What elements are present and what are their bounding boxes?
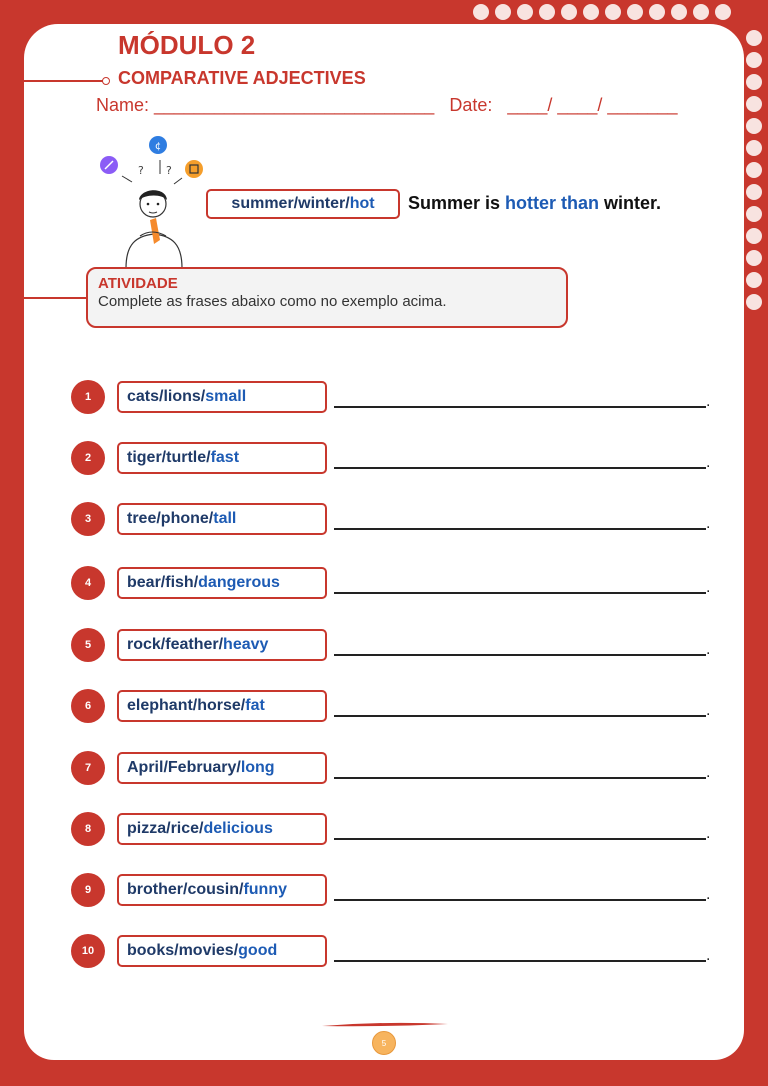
exercise-number: 10 xyxy=(71,934,105,968)
exercise-cue-nouns: tree/phone/ xyxy=(127,510,214,527)
answer-line[interactable] xyxy=(334,592,706,594)
exercise-cue-nouns: pizza/rice/ xyxy=(127,820,204,837)
exercise-cue-box xyxy=(117,629,327,661)
answer-line[interactable] xyxy=(334,654,706,656)
sentence-period: . xyxy=(706,579,711,596)
answer-line[interactable] xyxy=(334,960,706,962)
exercise-number: 5 xyxy=(71,628,105,662)
frame-icon xyxy=(185,160,203,178)
sentence-period: . xyxy=(706,947,711,964)
exercise-cue-nouns: tiger/turtle/ xyxy=(127,449,211,466)
answer-line[interactable] xyxy=(334,899,706,901)
decorative-dots-top xyxy=(473,4,731,20)
exercise-cue-box xyxy=(117,874,327,906)
svg-text:?: ? xyxy=(166,164,172,177)
exercise-cue-adjective: tall xyxy=(213,510,237,527)
example-sentence-start: Summer is xyxy=(408,193,506,213)
activity-connector-line xyxy=(24,297,88,299)
exercise-cue-adjective: funny xyxy=(243,881,287,898)
sentence-period: . xyxy=(706,641,711,658)
exercise-cue-adjective: heavy xyxy=(223,636,269,653)
exercise-cue-box xyxy=(117,813,327,845)
example-sentence xyxy=(408,193,661,214)
thinking-person-illustration xyxy=(96,132,208,268)
exercise-cue-adjective: delicious xyxy=(203,820,273,837)
exercise-row xyxy=(0,935,768,969)
exercise-cue-box xyxy=(117,935,327,967)
exercise-number: 8 xyxy=(71,812,105,846)
sentence-period: . xyxy=(706,764,711,781)
answer-line[interactable] xyxy=(334,777,706,779)
sentence-period: . xyxy=(706,393,711,410)
sentence-period: . xyxy=(706,454,711,471)
coin-icon xyxy=(149,136,167,154)
name-date-line: Name: ____________________________ Date: ____/ ____/ _______ xyxy=(96,95,678,115)
exercise-row xyxy=(0,503,768,537)
title-divider-ring xyxy=(102,77,110,85)
title-divider-line xyxy=(24,80,106,82)
activity-title: ATIVIDADE xyxy=(98,275,178,292)
exercise-row xyxy=(0,690,768,724)
decorative-dots-right xyxy=(746,30,762,310)
exercise-cue-box xyxy=(117,381,327,413)
exercise-cue-nouns: brother/cousin/ xyxy=(127,881,244,898)
exercise-row xyxy=(0,442,768,476)
exercise-cue-adjective: good xyxy=(238,942,278,959)
answer-line[interactable] xyxy=(334,838,706,840)
exercise-cue-nouns: elephant/horse/ xyxy=(127,697,246,714)
example-sentence-comparative: hotter than xyxy=(505,193,600,213)
module-title: MÓDULO 2 xyxy=(118,30,256,60)
footer-brush-stroke xyxy=(322,1022,448,1028)
activity-instruction: Complete as frases abaixo como no exemplo acima. xyxy=(98,293,447,310)
example-cue-box xyxy=(206,189,400,219)
exercise-cue-nouns: bear/fish/ xyxy=(127,574,199,591)
exercise-number: 1 xyxy=(71,380,105,414)
exercise-cue-box xyxy=(117,752,327,784)
activity-box xyxy=(86,267,568,328)
example-cue-nouns: summer/winter/ xyxy=(231,195,350,212)
exercise-cue-nouns: April/February/ xyxy=(127,759,241,776)
exercise-number: 3 xyxy=(71,502,105,536)
sentence-period: . xyxy=(706,886,711,903)
exercise-cue-box xyxy=(117,503,327,535)
example-sentence-end: winter. xyxy=(599,193,662,213)
exercise-number: 4 xyxy=(71,566,105,600)
example-cue-adjective: hot xyxy=(349,195,375,212)
exercise-cue-adjective: fast xyxy=(210,449,240,466)
exercise-cue-nouns: books/movies/ xyxy=(127,942,239,959)
exercise-row xyxy=(0,752,768,786)
sentence-period: . xyxy=(706,702,711,719)
exercise-cue-adjective: small xyxy=(205,388,247,405)
exercise-row xyxy=(0,567,768,601)
exercise-cue-box xyxy=(117,690,327,722)
sentence-period: . xyxy=(706,515,711,532)
page-number-badge: 5 xyxy=(372,1031,396,1055)
exercise-cue-adjective: fat xyxy=(245,697,265,714)
exercise-number: 7 xyxy=(71,751,105,785)
exercise-row xyxy=(0,874,768,908)
answer-line[interactable] xyxy=(334,467,706,469)
exercise-cue-nouns: rock/feather/ xyxy=(127,636,224,653)
exercise-number: 6 xyxy=(71,689,105,723)
exercise-cue-adjective: dangerous xyxy=(198,574,280,591)
exercise-number: 2 xyxy=(71,441,105,475)
exercise-row xyxy=(0,381,768,415)
svg-text:¢: ¢ xyxy=(154,141,162,152)
exercise-cue-box xyxy=(117,567,327,599)
exercise-row xyxy=(0,813,768,847)
exercise-cue-nouns: cats/lions/ xyxy=(127,388,206,405)
exercise-cue-adjective: long xyxy=(240,759,275,776)
svg-text:?: ? xyxy=(138,164,144,177)
brush-icon xyxy=(100,156,118,174)
answer-line[interactable] xyxy=(334,406,706,408)
exercise-row xyxy=(0,629,768,663)
topic-subtitle: COMPARATIVE ADJECTIVES xyxy=(118,68,366,88)
answer-line[interactable] xyxy=(334,715,706,717)
exercise-number: 9 xyxy=(71,873,105,907)
sentence-period: . xyxy=(706,825,711,842)
answer-line[interactable] xyxy=(334,528,706,530)
exercise-cue-box xyxy=(117,442,327,474)
